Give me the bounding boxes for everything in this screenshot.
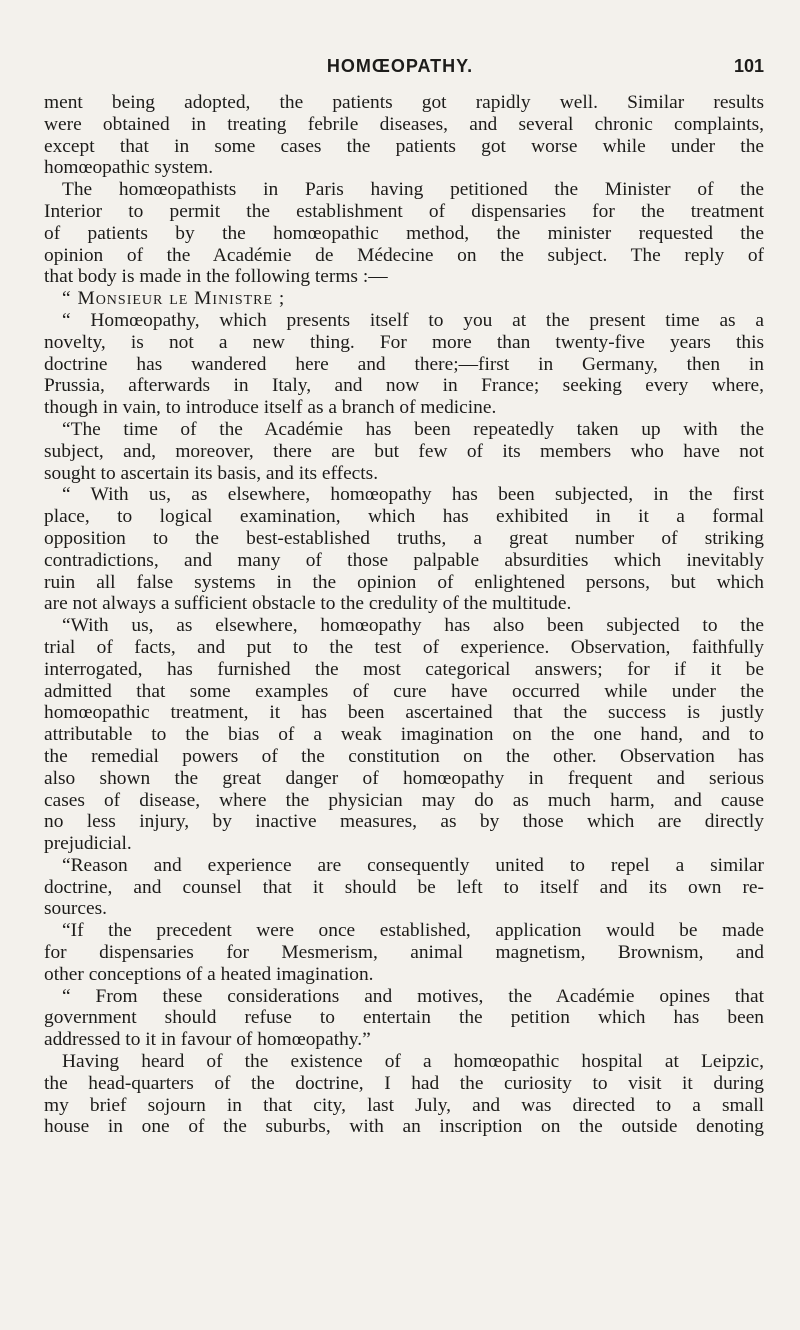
text-line: though in vain, to introduce itself as a branch of medicine. <box>44 397 497 419</box>
text-line: “ With us, as elsewhere, homœopathy has been subjected, in the first <box>62 484 764 506</box>
text-line: doctrine, and counsel that it should be left to itself and its own re- <box>44 876 764 898</box>
text-line: “ Homœopathy, which presents itself to you at the present time as a <box>62 309 764 331</box>
text-line: sought to ascertain its basis, and its effects. <box>44 462 379 484</box>
text-line: opinion of the Académie de Médecine on the subject. The reply of <box>44 244 764 266</box>
text-line: house in one of the suburbs, with an inscription on the outside denoting <box>44 1116 764 1138</box>
text-line: Prussia, afterwards in Italy, and now in France; seeking every where, <box>44 375 764 397</box>
text-line: Interior to permit the establishment of dispensaries for the treatment <box>44 200 764 222</box>
text-line: for dispensaries for Mesmerism, animal magnetism, Brownism, and <box>44 942 764 964</box>
text-line: trial of facts, and put to the test of experience. Observation, faithfully <box>44 636 764 658</box>
text-line: contradictions, and many of those palpable absurdities which inevitably <box>44 549 764 571</box>
text-line: “ From these considerations and motives, the Académie opines that <box>62 985 764 1007</box>
text-line: interrogated, has furnished the most categorical answers; for if it be <box>44 658 764 680</box>
text-line: ruin all false systems in the opinion of enlightened persons, but which <box>44 571 764 593</box>
text-line: “Reason and experience are consequently united to repel a similar <box>62 854 764 876</box>
text-line: are not always a sufficient obstacle to the credulity of the multitude. <box>44 593 572 615</box>
book-page <box>44 0 772 1330</box>
text-line: except that in some cases the patients got worse while under the <box>44 135 764 157</box>
text-line: also shown the great danger of homœopathy in frequent and serious <box>44 767 764 789</box>
text-line: prejudicial. <box>44 833 132 855</box>
text-line: other conceptions of a heated imagination. <box>44 963 374 985</box>
text-line: addressed to it in favour of homœopathy.” <box>44 1029 371 1051</box>
text-line: attributable to the bias of a weak imagination on the one hand, and to <box>44 724 764 746</box>
text-line: The homœopathists in Paris having petitioned the Minister of the <box>62 179 764 201</box>
text-line: sources. <box>44 898 108 920</box>
text-line: novelty, is not a new thing. For more than twenty-five years this <box>44 331 764 353</box>
text-line: Having heard of the existence of a homœopathic hospital at Leipzic, <box>62 1051 764 1073</box>
text-line: the remedial powers of the constitution on the other. Observation has <box>44 745 764 767</box>
text-line: the head-quarters of the doctrine, I had the curiosity to visit it during <box>44 1072 764 1094</box>
page-number: 101 <box>733 56 764 76</box>
text-line: doctrine has wandered here and there;—first in Germany, then in <box>44 353 764 375</box>
body-text <box>44 92 764 1138</box>
text-line: place, to logical examination, which has exhibited in it a formal <box>44 506 764 528</box>
text-line: cases of disease, where the physician may do as much harm, and cause <box>44 789 764 811</box>
text-line: subject, and, moreover, there are but few of its members who have not <box>44 440 764 462</box>
text-line: that body is made in the following terms :— <box>44 266 388 288</box>
text-line: “If the precedent were once established, application would be made <box>62 920 764 942</box>
text-line: “With us, as elsewhere, homœopathy has also been subjected to the <box>62 615 764 637</box>
text-line: homœopathic system. <box>44 157 214 179</box>
text-line: no less injury, by inactive measures, as by those which are directly <box>44 811 764 833</box>
text-line: admitted that some examples of cure have occurred while under the <box>44 680 764 702</box>
text-line: opposition to the best-established truths, a great number of striking <box>44 527 764 549</box>
running-title: HOMŒOPATHY. <box>326 56 474 76</box>
text-line: homœopathic treatment, it has been ascertained that the success is justly <box>44 702 764 724</box>
text-line: were obtained in treating febrile diseases, and several chronic complaints, <box>44 113 764 135</box>
text-line: ment being adopted, the patients got rapidly well. Similar results <box>44 92 764 113</box>
text-line: government should refuse to entertain the petition which has been <box>44 1007 764 1029</box>
text-line: of patients by the homœopathic method, the minister requested the <box>44 222 764 244</box>
text-line: “The time of the Académie has been repeatedly taken up with the <box>62 418 764 440</box>
text-line: my brief sojourn in that city, last July, and was directed to a small <box>44 1094 764 1116</box>
running-head <box>44 56 764 86</box>
letter-salutation: “ Monsieur le Ministre ; <box>62 288 286 310</box>
